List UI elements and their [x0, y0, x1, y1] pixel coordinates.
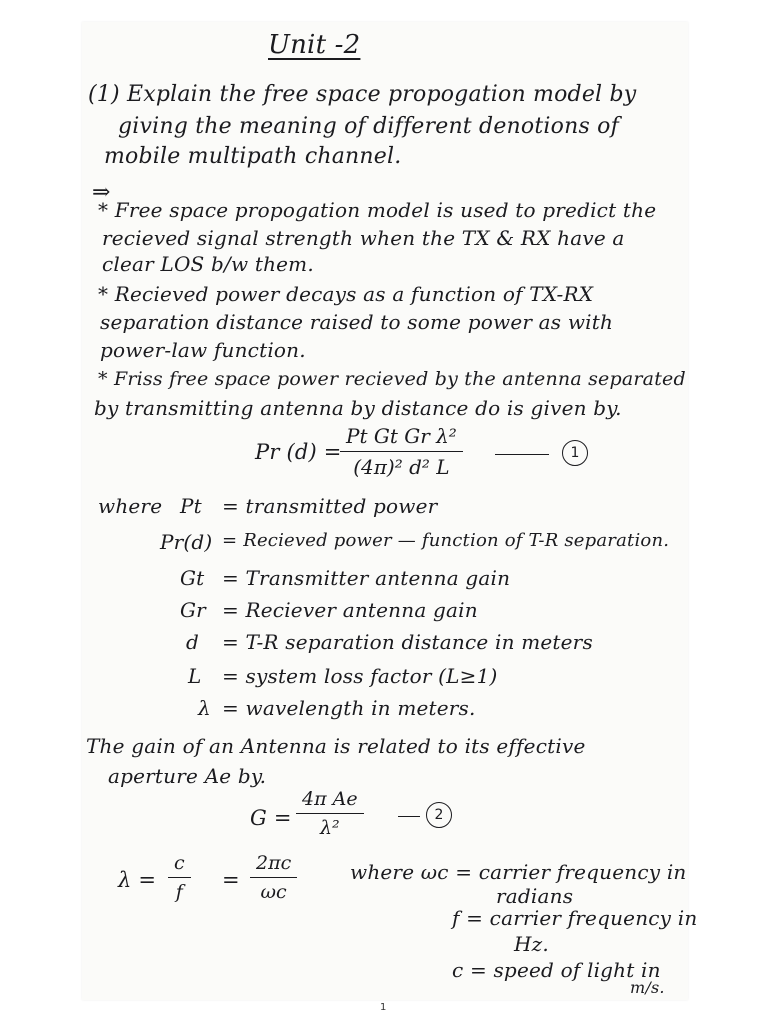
l-symbol: L [188, 664, 202, 688]
bullet3-line-2: by transmitting antenna by distance do is given by. [94, 396, 622, 420]
bullet1-line-2: recieved signal strength when the TX & RX have a [102, 226, 625, 250]
where-label: where [98, 494, 163, 518]
bullet1-line-3: clear LOS b/w them. [102, 252, 314, 276]
eq3-fraction-1 [168, 852, 191, 903]
bullet1-line-1: * Free space propogation model is used to predict the [98, 198, 657, 222]
l-definition: = system loss factor (L≥1) [222, 664, 498, 688]
eq2-lhs: G = [250, 806, 292, 830]
gr-symbol: Gr [180, 598, 206, 622]
bullet3-line-1: * Friss free space power recieved by the antenna separated [98, 368, 686, 390]
gain-line-2: aperture Ae by. [108, 764, 267, 788]
bullet2-line-3: power-law function. [100, 338, 306, 362]
gr-definition: = Reciever antenna gain [222, 598, 478, 622]
eq3-where-cont: radians [496, 884, 574, 908]
bullet2-line-2: separation distance raised to some power as with [100, 310, 614, 334]
eq3-equals: = [222, 868, 240, 892]
d-definition: = T-R separation distance in meters [222, 630, 593, 654]
eq3-c-definition: c = speed of light in [452, 958, 661, 982]
eq3-frac2-numerator: 2πc [256, 852, 292, 874]
eq3-c-cont: m/s. [630, 978, 665, 997]
eq1-fraction [340, 424, 463, 479]
eq1-denominator: (4π)² d² L [353, 455, 450, 479]
eq3-where: where ωc = carrier frequency in [350, 860, 687, 884]
eq1-numerator: Pt Gt Gr λ² [346, 424, 457, 448]
d-symbol: d [186, 630, 200, 654]
question-line-2: giving the meaning of different denotions of [118, 114, 619, 139]
lambda-symbol: λ [198, 696, 211, 720]
eq1-lhs: Pr (d) = [255, 440, 342, 464]
eq1-label: 1 [562, 440, 588, 466]
pt-definition: = transmitted power [222, 494, 438, 518]
question-line-1: (1) Explain the free space propogation model by [88, 82, 637, 107]
lambda-definition: = wavelength in meters. [222, 696, 476, 720]
gain-line-1: The gain of an Antenna is related to its effective [86, 734, 586, 758]
eq2-dash [398, 816, 420, 817]
pt-symbol: Pt [180, 494, 202, 518]
eq3-f-definition: f = carrier frequency in [452, 906, 698, 930]
eq3-lhs: λ = [118, 868, 157, 892]
prd-definition: = Recieved power — function of T-R separation. [222, 530, 670, 551]
page-number: 1 [380, 1002, 387, 1013]
gt-symbol: Gt [180, 566, 205, 590]
prd-symbol: Pr(d) [160, 530, 213, 554]
question-line-3: mobile multipath channel. [104, 144, 402, 169]
eq2-denominator: λ² [319, 817, 340, 839]
bullet2-line-1: * Recieved power decays as a function of TX-RX [98, 282, 594, 306]
eq3-frac1-numerator: c [174, 852, 185, 874]
eq3-frac1-denominator: f [175, 881, 183, 903]
eq3-f-cont: Hz. [514, 932, 549, 956]
eq2-fraction [296, 788, 364, 839]
eq3-frac2-denominator: ωc [260, 881, 287, 903]
gt-definition: = Transmitter antenna gain [222, 566, 511, 590]
answer-arrow: ⇒ [92, 180, 111, 205]
eq3-fraction-2 [250, 852, 297, 903]
eq1-dash [495, 454, 549, 455]
eq2-numerator: 4π Ae [302, 788, 358, 810]
eq2-label: 2 [426, 802, 452, 828]
page-title: Unit -2 [268, 30, 361, 60]
